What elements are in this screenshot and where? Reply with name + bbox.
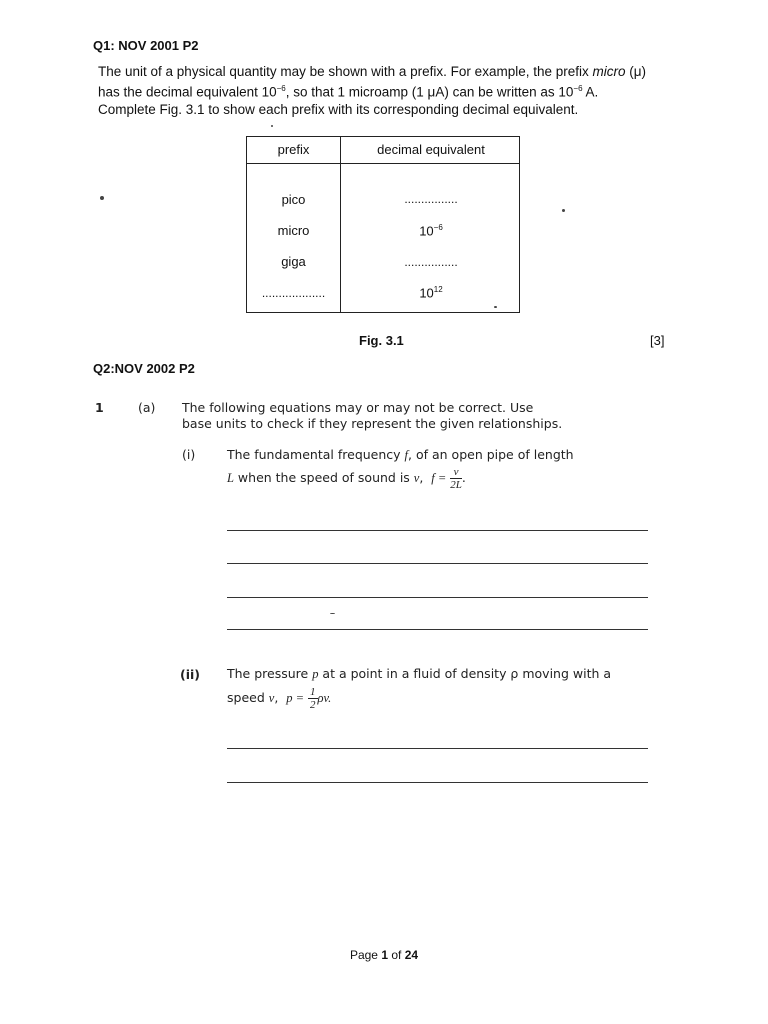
- fraction-denominator: 2L: [450, 479, 462, 491]
- answer-line[interactable]: [227, 563, 648, 564]
- scan-speck: [330, 613, 335, 614]
- footer-text: Page: [349, 948, 382, 962]
- sub-ii-label: (ii): [180, 667, 200, 682]
- table-cell-decimal: [341, 223, 521, 238]
- part-a-text: [182, 400, 562, 432]
- q2-heading: Q2:NOV 2002 P2: [93, 361, 195, 376]
- table-header-decimal: decimal equivalent: [377, 142, 485, 157]
- intro-text: , so that 1 microamp (1 μA) can be written as 10: [285, 84, 574, 100]
- sub-i-label: (i): [182, 447, 196, 462]
- part-a-label: (a): [138, 400, 156, 415]
- answer-line[interactable]: [227, 629, 648, 630]
- sub-i-text: The fundamental frequency: [227, 447, 405, 462]
- answer-line[interactable]: [227, 530, 648, 531]
- answer-line[interactable]: [227, 782, 648, 783]
- answer-line[interactable]: [227, 748, 648, 749]
- footer-current-page: 1: [381, 948, 388, 962]
- intro-exponent: −6: [276, 84, 286, 93]
- scan-speck: [562, 209, 565, 212]
- scan-speck: [271, 125, 273, 127]
- sub-ii-line2: speed v, p = $\frac{1}{2}$ ρv.: [227, 686, 332, 711]
- intro-micro: micro: [592, 64, 626, 79]
- figure-caption: Fig. 3.1: [359, 333, 404, 348]
- sub-ii-line1: [227, 666, 611, 682]
- intro-exponent: −6: [573, 84, 583, 93]
- table-header-prefix: prefix: [277, 142, 310, 157]
- table-answer-blank[interactable]: ...................: [261, 286, 326, 300]
- page-footer: [0, 948, 768, 962]
- sub-i-line1: [227, 447, 574, 463]
- power-base: 10: [419, 223, 434, 239]
- sub-ii-text: speed: [227, 690, 269, 705]
- q1-heading: Q1: NOV 2001 P2: [93, 38, 199, 53]
- footer-total-pages: 24: [404, 948, 419, 962]
- prefix-table: [246, 136, 520, 313]
- table-cell-prefix: giga: [281, 254, 306, 269]
- symbol-L: L: [227, 471, 234, 485]
- part-a-line: The following equations may or may not be correct. Use: [182, 400, 534, 415]
- symbol-f: f: [404, 448, 409, 462]
- q1-intro: [98, 63, 670, 118]
- sub-i-text: , of an open pipe of length: [408, 447, 574, 462]
- scan-speck: [494, 306, 497, 308]
- part-a-line: base units to check if they represent the given relationships.: [182, 416, 563, 431]
- intro-text: (μ): [625, 64, 647, 79]
- equation-lhs: f =: [431, 471, 447, 485]
- symbol-v: v: [268, 691, 275, 705]
- table-cell-prefix: pico: [281, 192, 306, 207]
- sub-ii-text: The pressure: [227, 666, 313, 681]
- intro-text: Complete Fig. 3.1 to show each prefix with its corresponding decimal equivalent.: [98, 101, 579, 117]
- fraction-numerator: 1: [310, 686, 316, 698]
- fraction-denominator: 2: [310, 699, 316, 711]
- equation-lhs: p =: [286, 691, 305, 705]
- equation-rhs: ρv.: [317, 691, 332, 705]
- symbol-v: v: [413, 471, 420, 485]
- power-exponent: 12: [433, 285, 443, 294]
- intro-text: The unit of a physical quantity may be shown with a prefix. For example, the prefix: [98, 64, 593, 79]
- intro-text: has the decimal equivalent 10: [98, 84, 277, 100]
- equation-fraction: [308, 686, 318, 711]
- answer-line[interactable]: [227, 597, 648, 598]
- table-answer-blank[interactable]: ................: [404, 192, 458, 206]
- sub-ii-text: at a point in a fluid of density ρ moving with a: [318, 666, 612, 681]
- table-answer-blank[interactable]: ................: [404, 255, 458, 269]
- table-cell-decimal: [341, 285, 521, 300]
- footer-text: of: [388, 948, 405, 962]
- equation-fraction: [450, 466, 462, 491]
- fraction-numerator: v: [450, 466, 462, 479]
- question-number: 1: [95, 400, 104, 415]
- symbol-p: p: [312, 667, 319, 681]
- sub-i-text: when the speed of sound is: [233, 470, 414, 485]
- intro-text: A.: [582, 84, 599, 100]
- sub-i-line2: L when the speed of sound is v, f = $\frac{v}{2L}$ .: [227, 466, 466, 491]
- scan-speck: [100, 196, 104, 200]
- power-base: 10: [419, 285, 434, 301]
- table-cell-prefix: micro: [277, 223, 310, 238]
- marks-label: [3]: [650, 333, 665, 348]
- power-exponent: −6: [433, 223, 443, 232]
